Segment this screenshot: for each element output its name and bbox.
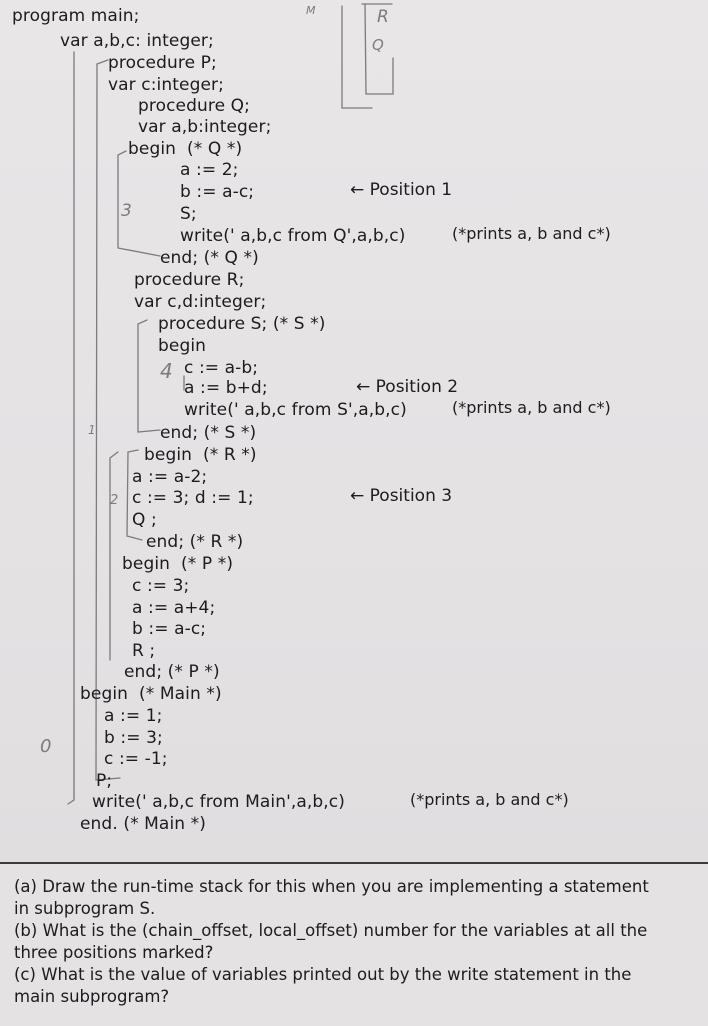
code-line: P; <box>96 771 113 791</box>
code-line: begin (* P *) <box>122 554 234 574</box>
code-line: end; (* P *) <box>124 662 220 682</box>
code-line: begin (* R *) <box>144 445 257 465</box>
code-line: var c,d:integer; <box>134 292 267 312</box>
code-line: c := a-b; <box>184 358 259 378</box>
comment-main: (*prints a, b and c*) <box>410 790 569 809</box>
code-line: procedure Q; <box>138 96 250 116</box>
code-line: end; (* R *) <box>146 532 244 552</box>
code-line: R ; <box>132 641 156 661</box>
code-line: var a,b,c: integer; <box>60 31 214 51</box>
hw-m: M <box>306 4 316 17</box>
code-line: b := a-c; <box>132 619 207 639</box>
code-line: S; <box>180 204 197 224</box>
code-line: write(' a,b,c from S',a,b,c) <box>184 400 407 420</box>
code-line: procedure R; <box>134 270 245 290</box>
hw-1: 1 <box>88 423 96 437</box>
position-3-marker: ← Position 3 <box>350 486 453 506</box>
hw-4: 4 <box>160 359 173 383</box>
code-line: begin (* Main *) <box>80 684 222 704</box>
code-line: write(' a,b,c from Main',a,b,c) <box>92 792 345 812</box>
questions-box <box>0 862 708 1026</box>
question-line: three positions marked? <box>14 943 214 962</box>
position-2-marker: ← Position 2 <box>356 377 459 397</box>
hw-3: 3 <box>121 201 132 221</box>
hw-2: 2 <box>110 493 119 508</box>
code-line: procedure S; (* S *) <box>158 314 326 334</box>
code-line: begin (* Q *) <box>128 139 243 159</box>
position-1-marker: ← Position 1 <box>350 180 453 200</box>
question-line: (a) Draw the run-time stack for this when you are implementing a statement <box>14 877 649 896</box>
code-line: c := -1; <box>104 749 168 769</box>
code-line: a := 2; <box>180 160 239 180</box>
code-line: program main; <box>12 6 140 26</box>
code-line: write(' a,b,c from Q',a,b,c) <box>180 226 406 246</box>
question-line: (c) What is the value of variables printed out by the write statement in the <box>14 965 632 984</box>
comment-s: (*prints a, b and c*) <box>452 398 611 417</box>
code-line: b := 3; <box>104 728 163 748</box>
question-line: (b) What is the (chain_offset, local_offset) number for the variables at all the <box>14 921 648 940</box>
code-line: c := 3; d := 1; <box>132 488 254 508</box>
code-line: procedure P; <box>108 53 217 73</box>
code-line: end; (* S *) <box>160 423 257 443</box>
hw-q: Q <box>372 36 384 54</box>
code-line: a := b+d; <box>184 378 268 398</box>
code-line: Q ; <box>132 510 157 530</box>
code-line: c := 3; <box>132 576 190 596</box>
code-line: a := a-2; <box>132 467 208 487</box>
comment-q: (*prints a, b and c*) <box>452 224 611 243</box>
code-line: end; (* Q *) <box>160 248 259 268</box>
code-line: end. (* Main *) <box>80 814 206 834</box>
hw-0: 0 <box>40 736 52 757</box>
code-line: var c:integer; <box>108 75 224 95</box>
code-line: var a,b:integer; <box>138 117 272 137</box>
hw-r: R <box>377 7 389 27</box>
code-line: a := 1; <box>104 706 163 726</box>
code-line: begin <box>158 336 207 356</box>
code-line: a := a+4; <box>132 598 216 618</box>
question-line: main subprogram? <box>14 987 170 1006</box>
question-line: in subprogram S. <box>14 899 156 918</box>
code-line: b := a-c; <box>180 182 255 202</box>
